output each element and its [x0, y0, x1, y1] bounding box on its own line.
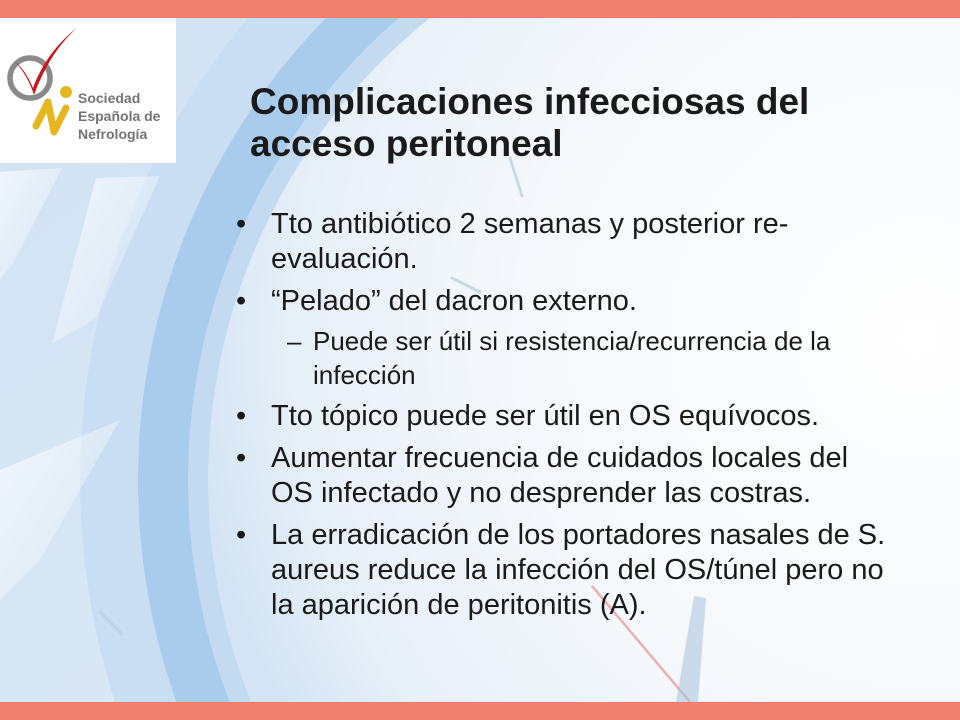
bullet-text-line: Tto tópico puede ser útil en OS equívocos.: [271, 400, 820, 432]
logo-wordmark: [78, 89, 160, 143]
bullet-marker: •: [236, 519, 247, 551]
logo-line: Española de: [78, 108, 161, 124]
bullet-item: [236, 399, 941, 434]
bullet-text-line: La erradicación de los portadores nasales de S.: [271, 519, 886, 551]
bullet-text-line: Aumentar frecuencia de cuidados locales del: [271, 442, 849, 474]
bullet-item: [236, 518, 941, 623]
bullet-text-line: la aparición de peritonitis (A).: [271, 589, 647, 621]
ring-icon: [10, 58, 50, 98]
logo-line: Sociedad: [78, 90, 141, 106]
sub-bullet-text-line: Puede ser útil si resistencia/recurrencia de la: [313, 326, 831, 356]
bullet-item: [236, 284, 941, 392]
bullet-text-line: Tto antibiótico 2 semanas y posterior re-: [271, 208, 789, 240]
title-line: Complicaciones infecciosas del: [250, 81, 810, 122]
bullet-marker: •: [236, 208, 247, 240]
bullet-item: [236, 441, 941, 511]
sub-bullet-item: [287, 324, 941, 392]
bullet-text-line: “Pelado” del dacron externo.: [271, 285, 637, 317]
bullet-text-line: aureus reduce la infección del OS/túnel pero no: [271, 554, 884, 586]
logo-line: Nefrología: [78, 126, 148, 142]
society-logo: [0, 18, 176, 163]
bullet-item: [236, 207, 941, 277]
bullet-marker: •: [236, 400, 247, 432]
top-accent-bar: [0, 0, 960, 18]
bullet-list: [236, 207, 941, 623]
sub-bullet-marker: –: [287, 326, 302, 356]
bullet-text-line: OS infectado y no desprender las costras.: [271, 477, 812, 509]
sub-bullet-text-line: infección: [313, 360, 416, 390]
figure-body: [36, 102, 66, 132]
bullet-marker: •: [236, 285, 247, 317]
bottom-accent-bar: [0, 702, 960, 720]
bullet-text-line: evaluación.: [271, 243, 418, 275]
bullet-marker: •: [236, 442, 247, 474]
title-line: acceso peritoneal: [250, 123, 563, 164]
figure-head: [60, 86, 72, 98]
slide-title: [250, 81, 809, 165]
